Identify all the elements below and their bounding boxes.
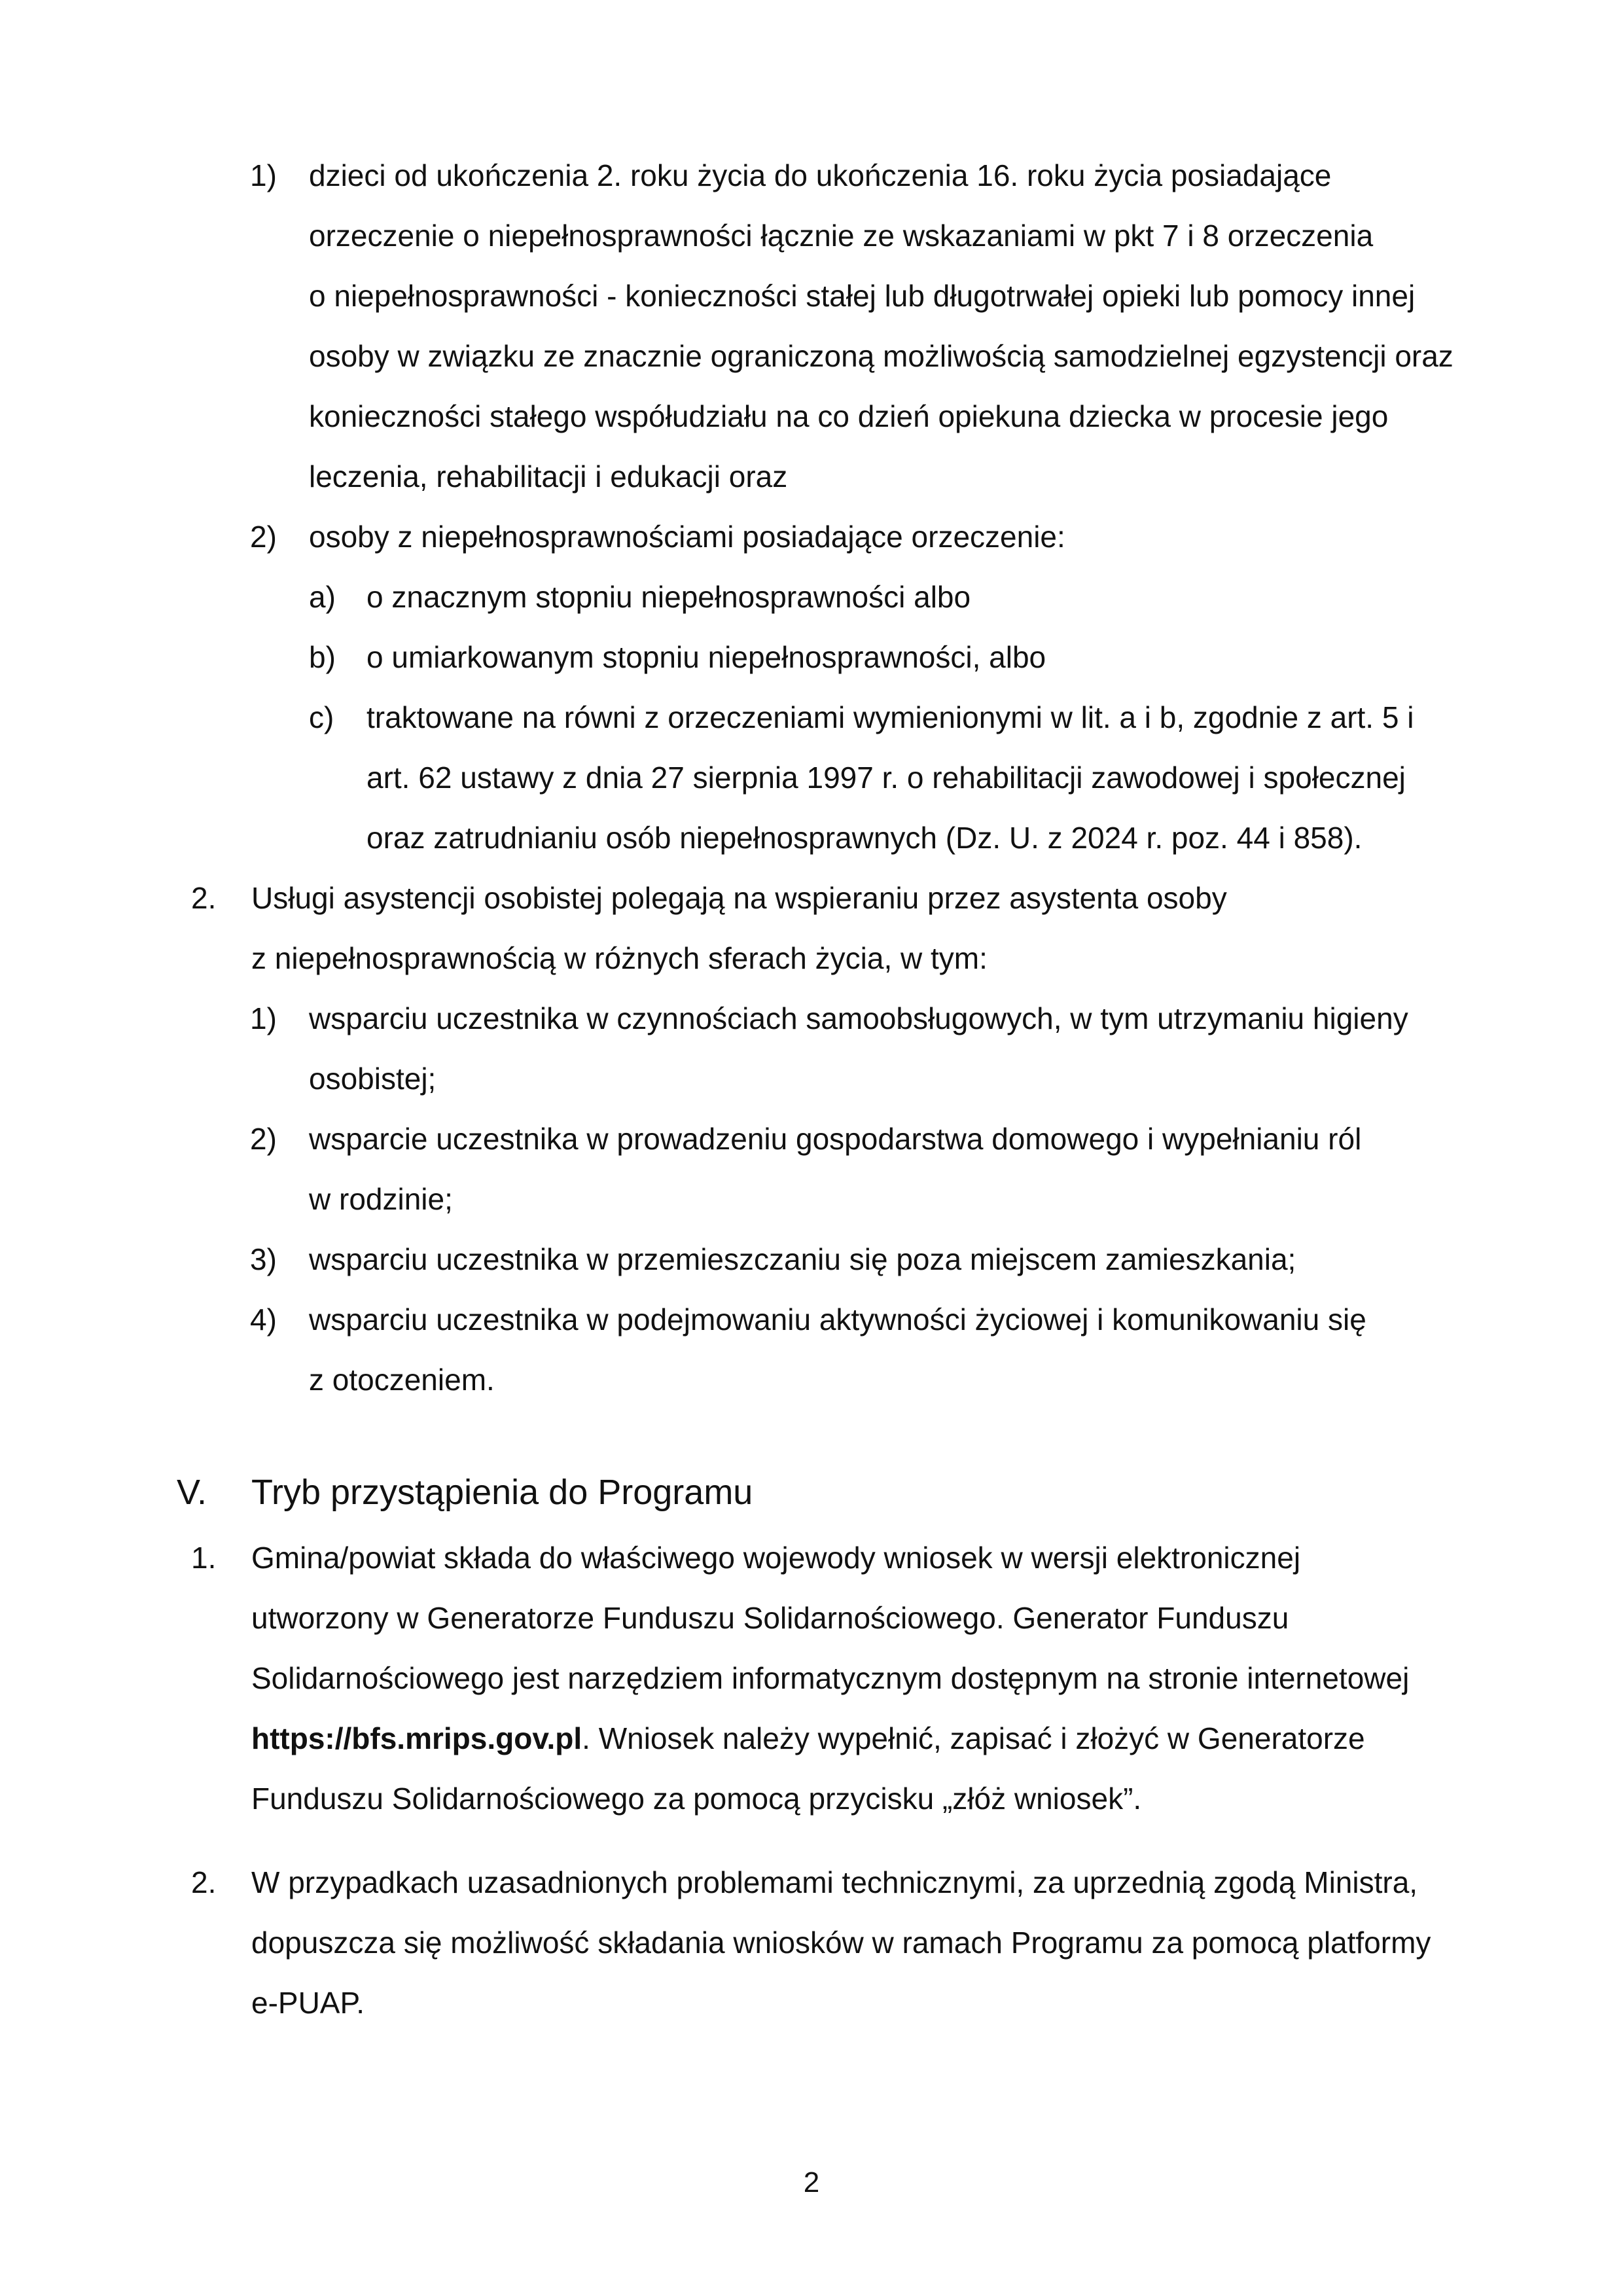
list-text: o umiarkowanym stopniu niepełnosprawności, albo bbox=[366, 640, 1046, 674]
list-marker: 2) bbox=[250, 520, 277, 554]
list-text: wsparciu uczestnika w przemieszczaniu się poza miejscem zamieszkania; bbox=[309, 1242, 1296, 1276]
list-text: w rodzinie; bbox=[309, 1182, 453, 1216]
text-line bbox=[0, 928, 1623, 988]
text-line bbox=[0, 1708, 1623, 1768]
list-text: osoby w związku ze znacznie ograniczoną możliwością samodzielnej egzystencji oraz bbox=[309, 339, 1454, 373]
text-line bbox=[0, 326, 1623, 386]
text-line bbox=[0, 266, 1623, 326]
list-text: utworzony w Generatorze Funduszu Solidarnościowego. Generator Funduszu bbox=[251, 1601, 1289, 1635]
text-line bbox=[0, 1169, 1623, 1229]
text-line bbox=[0, 747, 1623, 808]
list-item bbox=[0, 1852, 1623, 1912]
list-text: Gmina/powiat składa do właściwego wojewody wniosek w wersji elektronicznej bbox=[251, 1541, 1301, 1575]
list-item bbox=[0, 868, 1623, 928]
list-item bbox=[0, 988, 1623, 1049]
list-text: wsparciu uczestnika w podejmowaniu aktywności życiowej i komunikowaniu się bbox=[309, 1302, 1366, 1336]
list-item bbox=[0, 1229, 1623, 1289]
text-line bbox=[0, 808, 1623, 868]
list-text: z otoczeniem. bbox=[309, 1363, 495, 1397]
list-marker: 1. bbox=[191, 1541, 217, 1575]
list-text: Funduszu Solidarnościowego za pomocą przycisku „złóż wniosek”. bbox=[251, 1782, 1142, 1816]
list-marker: 2. bbox=[191, 1865, 217, 1899]
text-line bbox=[0, 446, 1623, 507]
list-item bbox=[0, 145, 1623, 206]
list-text: traktowane na równi z orzeczeniami wymienionymi w lit. a i b, zgodnie z art. 5 i bbox=[366, 700, 1414, 734]
list-item bbox=[0, 507, 1623, 567]
list-text: W przypadkach uzasadnionych problemami technicznymi, za uprzednią zgodą Ministra, bbox=[251, 1865, 1418, 1899]
list-text: orzeczenie o niepełnosprawności łącznie ze wskazaniami w pkt 7 i 8 orzeczenia bbox=[309, 219, 1374, 253]
list-marker: 2) bbox=[250, 1122, 277, 1156]
list-item bbox=[0, 1109, 1623, 1169]
text-line bbox=[0, 1912, 1623, 1973]
list-text: osoby z niepełnosprawnościami posiadające orzeczenie: bbox=[309, 520, 1065, 554]
list-marker: c) bbox=[309, 700, 334, 734]
text-line bbox=[0, 1648, 1623, 1708]
list-text: konieczności stałego współudziału na co dzień opiekuna dziecka w procesie jego bbox=[309, 399, 1389, 433]
list-item bbox=[0, 687, 1623, 747]
page-number: 2 bbox=[803, 2166, 820, 2198]
list-text: wsparciu uczestnika w czynnościach samoobsługowych, w tym utrzymaniu higieny bbox=[309, 1001, 1408, 1035]
text-line bbox=[0, 1350, 1623, 1410]
text-line bbox=[0, 1588, 1623, 1648]
section-title: Tryb przystąpienia do Programu bbox=[251, 1473, 753, 1512]
list-text: z niepełnosprawnością w różnych sferach życia, w tym: bbox=[251, 941, 988, 975]
list-text: Solidarnościowego jest narzędziem informatycznym dostępnym na stronie internetowej bbox=[251, 1661, 1410, 1695]
list-marker: a) bbox=[309, 580, 336, 614]
list-marker: 1) bbox=[250, 158, 277, 192]
text-with-link bbox=[251, 1708, 1365, 1768]
list-text: wsparcie uczestnika w prowadzeniu gospodarstwa domowego i wypełnianiu ról bbox=[309, 1122, 1362, 1156]
text-line bbox=[0, 1049, 1623, 1109]
list-text: . Wniosek należy wypełnić, zapisać i złożyć w Generatorze bbox=[582, 1721, 1365, 1755]
list-item bbox=[0, 1289, 1623, 1350]
text-line bbox=[0, 1973, 1623, 2033]
list-text: dzieci od ukończenia 2. roku życia do ukończenia 16. roku życia posiadające bbox=[309, 158, 1332, 192]
list-marker: 2. bbox=[191, 881, 217, 915]
list-text: art. 62 ustawy z dnia 27 sierpnia 1997 r. o rehabilitacji zawodowej i społecznej bbox=[366, 761, 1406, 795]
list-marker: 1) bbox=[250, 1001, 277, 1035]
list-item bbox=[0, 1528, 1623, 1588]
list-text: o niepełnosprawności - konieczności stałej lub długotrwałej opieki lub pomocy innej bbox=[309, 279, 1416, 313]
list-text: leczenia, rehabilitacji i edukacji oraz bbox=[309, 459, 788, 493]
website-link[interactable]: https://bfs.mrips.gov.pl bbox=[251, 1721, 582, 1755]
list-text: o znacznym stopniu niepełnosprawności albo bbox=[366, 580, 971, 614]
text-line bbox=[0, 1768, 1623, 1829]
list-marker: 3) bbox=[250, 1242, 277, 1276]
text-line bbox=[0, 386, 1623, 446]
list-text: e-PUAP. bbox=[251, 1986, 365, 2020]
list-marker: b) bbox=[309, 640, 336, 674]
list-text: osobistej; bbox=[309, 1062, 437, 1096]
section-number: V. bbox=[177, 1473, 207, 1512]
list-marker: 4) bbox=[250, 1302, 277, 1336]
list-item bbox=[0, 627, 1623, 687]
list-item bbox=[0, 567, 1623, 627]
list-text: dopuszcza się możliwość składania wniosków w ramach Programu za pomocą platformy bbox=[251, 1926, 1431, 1960]
text-line bbox=[0, 206, 1623, 266]
section-heading bbox=[0, 1462, 1623, 1522]
list-text: Usługi asystencji osobistej polegają na wspieraniu przez asystenta osoby bbox=[251, 881, 1227, 915]
list-text: oraz zatrudnianiu osób niepełnosprawnych (Dz. U. z 2024 r. poz. 44 i 858). bbox=[366, 821, 1363, 855]
